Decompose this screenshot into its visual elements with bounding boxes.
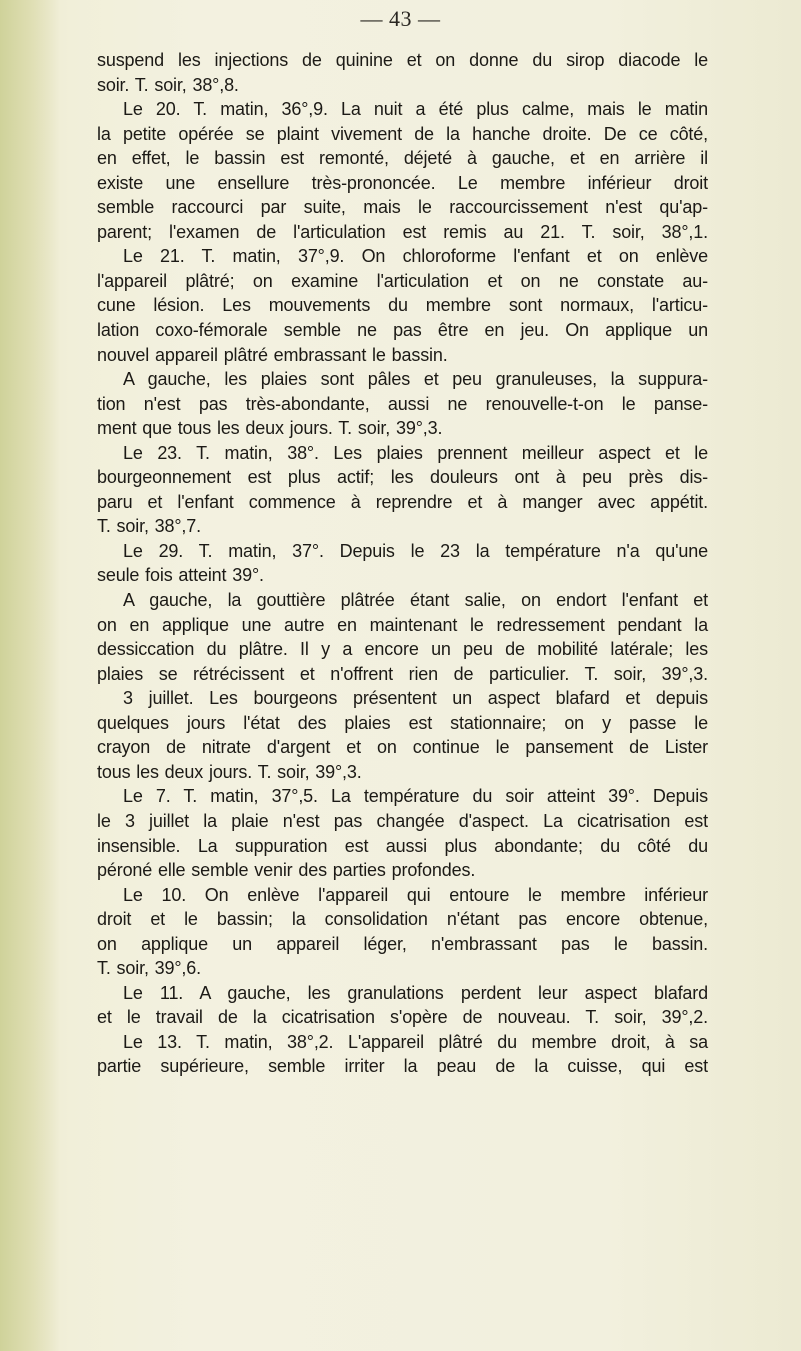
text-line: on en applique une autre en maintenant le redressement pendant la — [97, 614, 708, 635]
text-line: nouvel appareil plâtré embrassant le bassin. — [97, 344, 448, 365]
text-line: la petite opérée se plaint vivement de la hanche droite. De ce côté, — [97, 123, 708, 144]
text-line: l'appareil plâtré; on examine l'articulation et on ne constate au- — [97, 270, 708, 291]
text-line: Le 7. T. matin, 37°,5. La température du soir atteint 39°. Depuis — [123, 786, 708, 807]
text-line: T. soir, 39°,6. — [97, 958, 201, 979]
text-line: crayon de nitrate d'argent et on continue le pansement de Lister — [97, 737, 708, 758]
text-line: Le 13. T. matin, 38°,2. L'appareil plâtré du membre droit, à sa — [123, 1031, 708, 1052]
text-line: tion n'est pas très-abondante, aussi ne renouvelle-t-on le panse- — [97, 393, 708, 414]
text-line: tous les deux jours. T. soir, 39°,3. — [97, 761, 362, 782]
text-line: en effet, le bassin est remonté, déjeté à gauche, et en arrière il — [97, 148, 708, 169]
text-line: dessiccation du plâtre. Il y a encore un peu de mobilité latérale; les — [97, 639, 708, 660]
text-line: Le 20. T. matin, 36°,9. La nuit a été plus calme, mais le matin — [123, 99, 708, 120]
text-line: 3 juillet. Les bourgeons présentent un aspect blafard et depuis — [123, 688, 708, 709]
text-line: droit et le bassin; la consolidation n'étant pas encore obtenue, — [97, 909, 708, 930]
text-line: Le 23. T. matin, 38°. Les plaies prennent meilleur aspect et le — [123, 442, 708, 463]
text-line: A gauche, les plaies sont pâles et peu granuleuses, la suppura- — [123, 369, 708, 390]
text-line: bourgeonnement est plus actif; les douleurs ont à peu près dis- — [97, 467, 708, 488]
text-line: existe une ensellure très-prononcée. Le membre inférieur droit — [97, 172, 708, 193]
text-line: paru et l'enfant commence à reprendre et à manger avec appétit. — [97, 491, 708, 512]
text-line: cune lésion. Les mouvements du membre sont normaux, l'articu- — [97, 295, 708, 316]
text-line: ment que tous les deux jours. T. soir, 39°,3. — [97, 418, 443, 439]
text-line: Le 11. A gauche, les granulations perdent leur aspect blafard — [123, 982, 708, 1003]
text-line: et le travail de la cicatrisation s'opère de nouveau. T. soir, 39°,2. — [97, 1007, 708, 1028]
page-edge-shading — [0, 0, 60, 1351]
text-line: T. soir, 38°,7. — [97, 516, 201, 537]
text-line: péroné elle semble venir des parties profondes. — [97, 860, 476, 881]
text-line: le 3 juillet la plaie n'est pas changée d'aspect. La cicatrisation est — [97, 810, 708, 831]
text-line: Le 29. T. matin, 37°. Depuis le 23 la température n'a qu'une — [123, 540, 708, 561]
text-line: insensible. La suppuration est aussi plus abondante; du côté du — [97, 835, 708, 856]
body-text — [97, 48, 708, 1079]
text-line: seule fois atteint 39°. — [97, 565, 264, 586]
text-line: soir. T. soir, 38°,8. — [97, 74, 239, 95]
text-line: on applique un appareil léger, n'embrassant pas le bassin. — [97, 933, 708, 954]
text-line: parent; l'examen de l'articulation est remis au 21. T. soir, 38°,1. — [97, 221, 708, 242]
text-line: Le 10. On enlève l'appareil qui entoure le membre inférieur — [123, 884, 708, 905]
text-line: suspend les injections de quinine et on donne du sirop diacode le — [97, 50, 708, 70]
text-line: semble raccourci par suite, mais le raccourcissement n'est qu'ap- — [97, 197, 708, 218]
text-line: Le 21. T. matin, 37°,9. On chloroforme l'enfant et on enlève — [123, 246, 708, 267]
text-line: quelques jours l'état des plaies est stationnaire; on y passe le — [97, 712, 708, 733]
page-number-header: — 43 — — [360, 6, 441, 31]
text-line: lation coxo-fémorale semble ne pas être en jeu. On applique un — [97, 320, 708, 341]
text-line: plaies se rétrécissent et n'offrent rien de particulier. T. soir, 39°,3. — [97, 663, 708, 684]
text-line: A gauche, la gouttière plâtrée étant salie, on endort l'enfant et — [123, 590, 708, 611]
text-line: partie supérieure, semble irriter la peau de la cuisse, qui est — [97, 1056, 708, 1077]
